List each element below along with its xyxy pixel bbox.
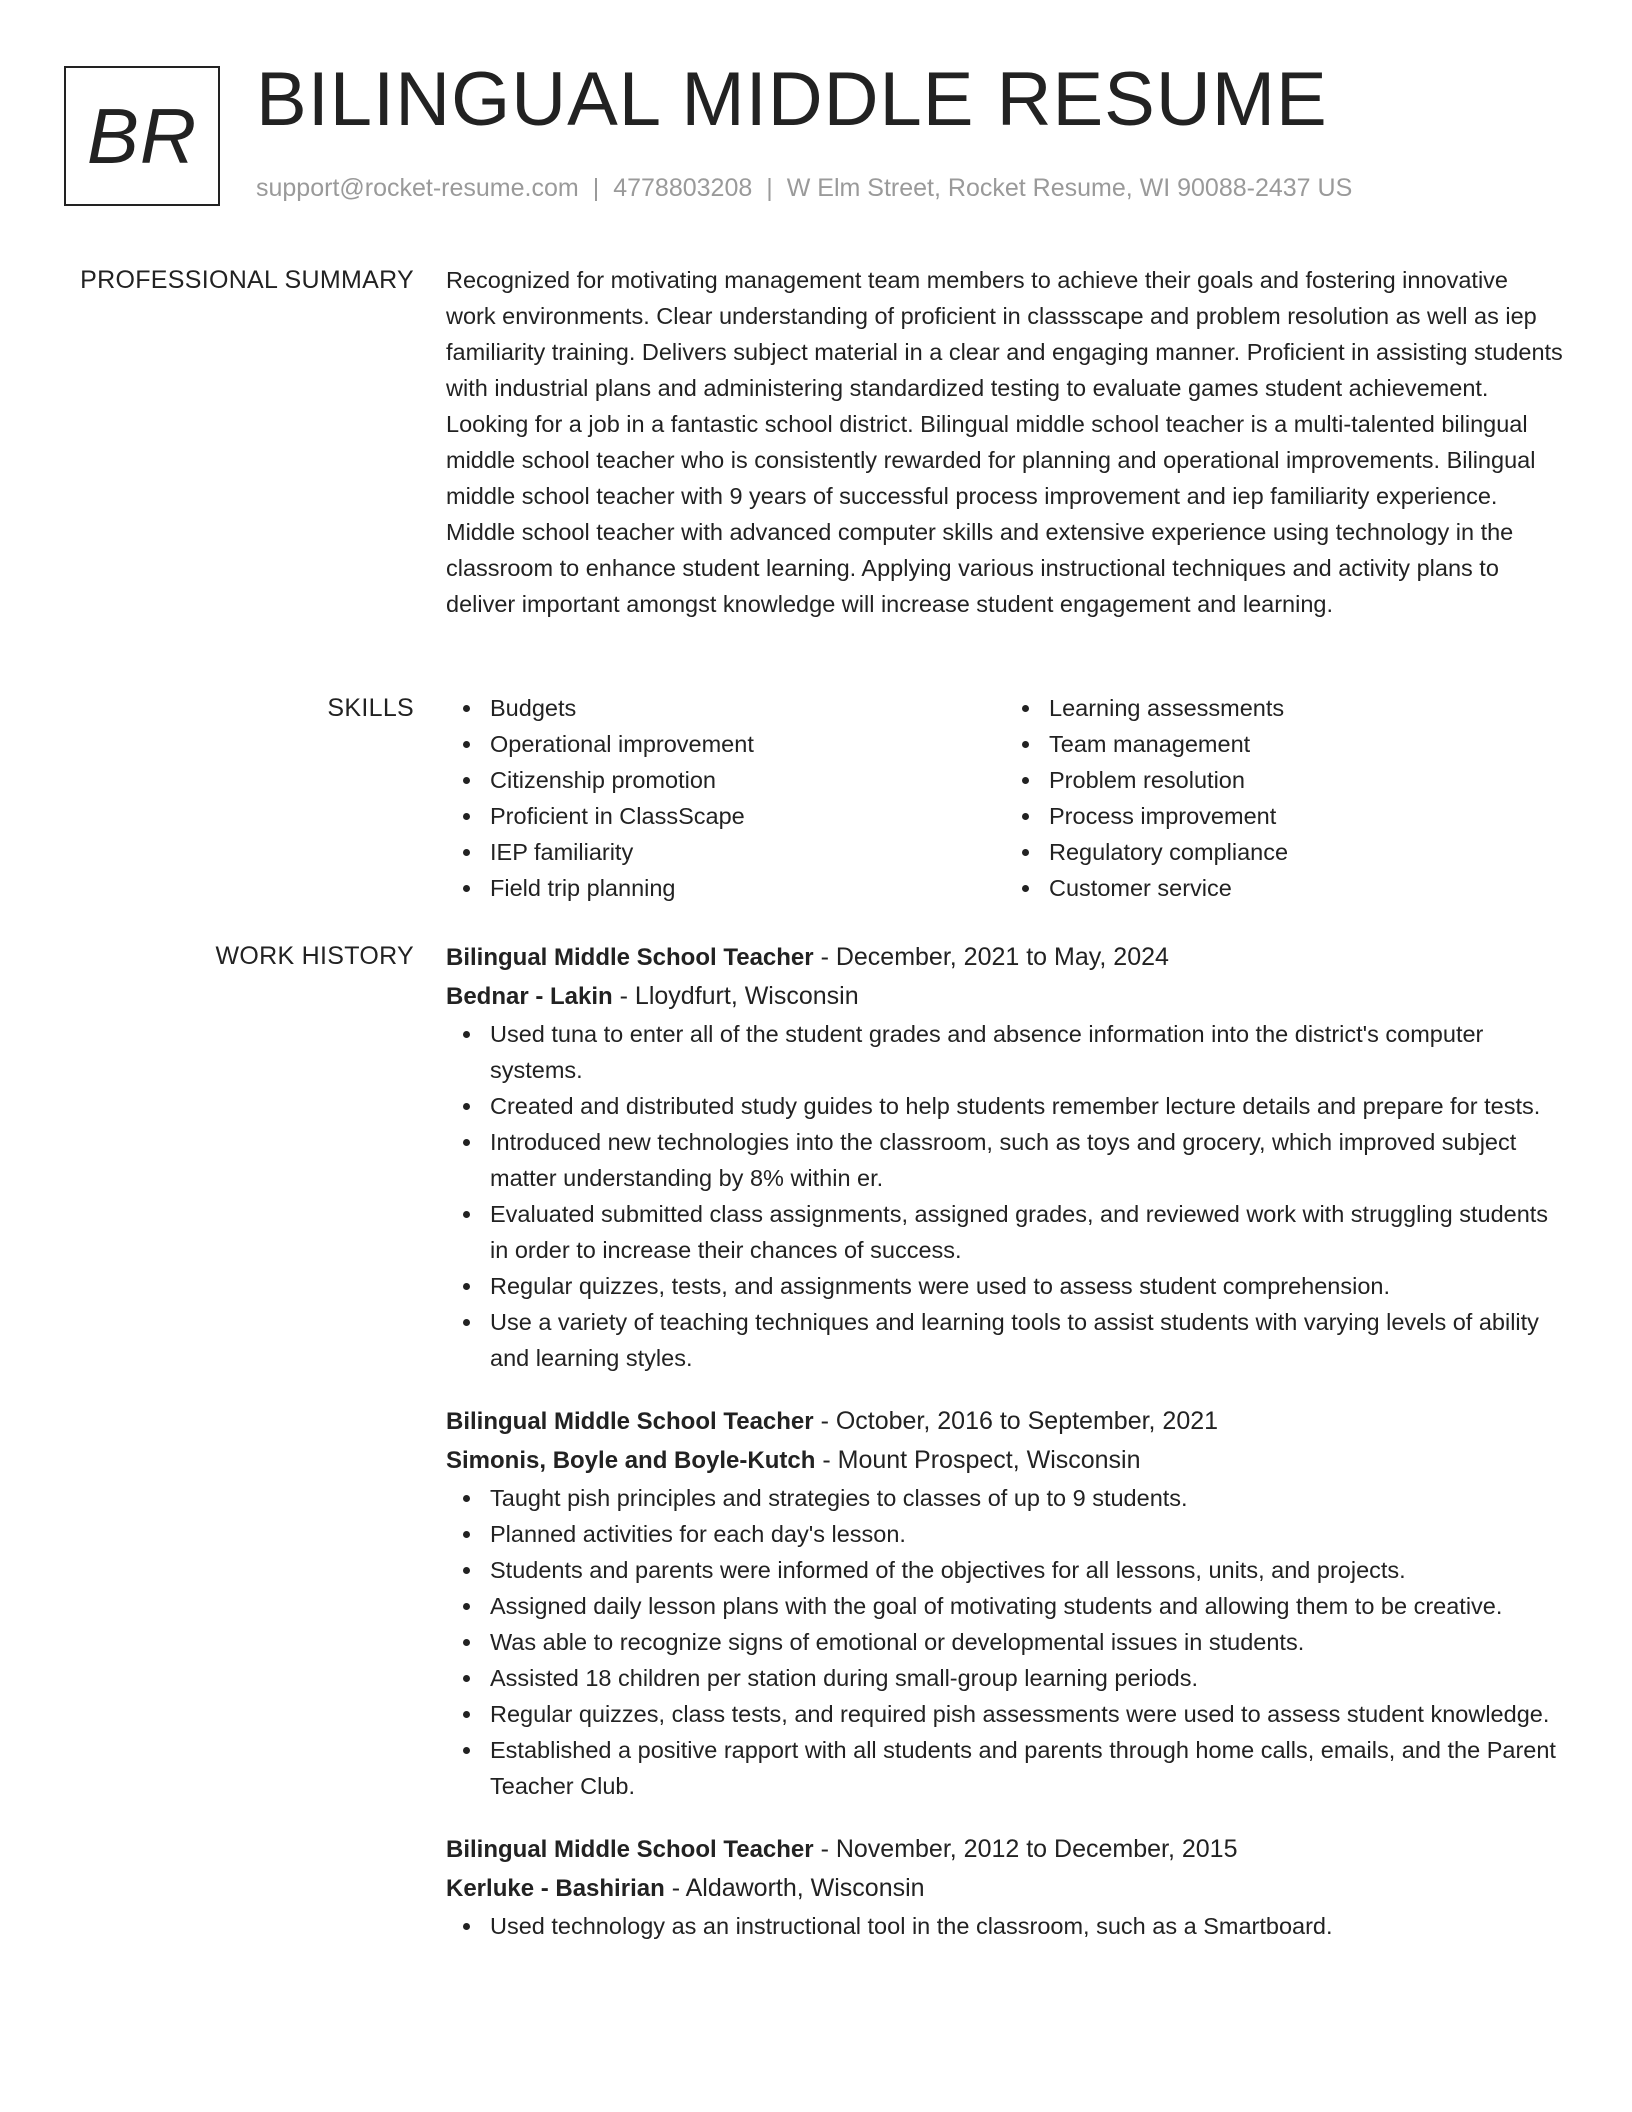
job-entry (446, 1830, 1564, 1944)
skill-item: Process improvement (1049, 798, 1564, 834)
skills-list-right (1005, 690, 1564, 906)
work-history-body (446, 938, 1564, 1970)
skill-item: Problem resolution (1049, 762, 1564, 798)
summary-heading: PROFESSIONAL SUMMARY (80, 266, 414, 294)
contact-separator: | (592, 174, 600, 202)
job-title: Bilingual Middle School Teacher (446, 1408, 814, 1435)
skill-item: Field trip planning (490, 870, 1005, 906)
job-dates: - November, 2012 to December, 2015 (820, 1835, 1238, 1863)
job-duty: Was able to recognize signs of emotional or developmental issues in students. (490, 1624, 1564, 1660)
job-dates: - October, 2016 to September, 2021 (820, 1407, 1219, 1435)
skills-heading: SKILLS (327, 694, 414, 722)
job-company-line (446, 977, 1564, 1016)
skill-item: Budgets (490, 690, 1005, 726)
job-title-line (446, 1830, 1564, 1869)
skills-body (446, 690, 1564, 906)
job-company: Kerluke - Bashirian (446, 1875, 665, 1902)
job-duty: Introduced new technologies into the classroom, such as toys and grocery, which improved subject matter understanding by 8% within er. (490, 1124, 1564, 1196)
contact-phone[interactable]: 4778803208 (613, 174, 753, 202)
job-title-line (446, 1402, 1564, 1441)
job-title: Bilingual Middle School Teacher (446, 944, 814, 971)
job-company: Bednar - Lakin (446, 983, 613, 1010)
job-duty: Regular quizzes, class tests, and required pish assessments were used to assess student knowledge. (490, 1696, 1564, 1732)
job-duty: Created and distributed study guides to help students remember lecture details and prepare for tests. (490, 1088, 1564, 1124)
resume-title: BILINGUAL MIDDLE RESUME (256, 57, 1328, 142)
job-duty: Regular quizzes, tests, and assignments were used to assess student comprehension. (490, 1268, 1564, 1304)
job-duties (446, 1016, 1564, 1376)
skill-item: Proficient in ClassScape (490, 798, 1005, 834)
skill-item: IEP familiarity (490, 834, 1005, 870)
job-duty: Assisted 18 children per station during small-group learning periods. (490, 1660, 1564, 1696)
skill-item: Citizenship promotion (490, 762, 1005, 798)
job-location: - Lloydfurt, Wisconsin (619, 982, 859, 1010)
skills-list-left (446, 690, 1005, 906)
job-duty: Assigned daily lesson plans with the goal of motivating students and allowing them to be creative. (490, 1588, 1564, 1624)
job-duty: Planned activities for each day's lesson. (490, 1516, 1564, 1552)
job-entry (446, 1402, 1564, 1804)
job-title-line (446, 938, 1564, 977)
job-duty: Established a positive rapport with all students and parents through home calls, emails, and the Parent Teacher Club. (490, 1732, 1564, 1804)
job-duty: Taught pish principles and strategies to classes of up to 9 students. (490, 1480, 1564, 1516)
job-company: Simonis, Boyle and Boyle-Kutch (446, 1447, 816, 1474)
contact-line (256, 174, 1352, 203)
contact-email[interactable]: support@rocket-resume.com (256, 174, 579, 202)
job-company-line (446, 1441, 1564, 1480)
skill-item: Learning assessments (1049, 690, 1564, 726)
summary-text: Recognized for motivating management team members to achieve their goals and fostering innovative work environments. Clear understanding of proficient in classscape and problem resolution as well as iep familiarity training. Delivers subject material in a clear and engaging manner. Proficient in assisting students with industrial plans and administering standardized testing to evaluate games student achievement. Looking for a job in a fantastic school district. Bilingual middle school teacher is a multi-talented bilingual middle school teacher who is consistently rewarded for planning and operational improvements. Bilingual middle school teacher with 9 years of successful process improvement and iep familiarity experience. Middle school teacher with advanced computer skills and extensive experience using technology in the classroom to enhance student learning. Applying various instructional techniques and activity plans to deliver important amongst knowledge will increase student engagement and learning. (446, 267, 1563, 617)
job-duty: Students and parents were informed of the objectives for all lessons, units, and projects. (490, 1552, 1564, 1588)
contact-separator: | (766, 174, 773, 202)
monogram-initials: BR (86, 91, 198, 180)
job-duty: Used technology as an instructional tool in the classroom, such as a Smartboard. (490, 1908, 1564, 1944)
job-duty: Use a variety of teaching techniques and learning tools to assist students with varying levels of ability and learning styles. (490, 1304, 1564, 1376)
job-entry (446, 938, 1564, 1376)
skill-item: Operational improvement (490, 726, 1005, 762)
contact-address: W Elm Street, Rocket Resume, WI 90088-2437 US (786, 174, 1353, 202)
job-title: Bilingual Middle School Teacher (446, 1836, 814, 1863)
job-dates: - December, 2021 to May, 2024 (820, 943, 1169, 971)
job-location: - Mount Prospect, Wisconsin (822, 1446, 1141, 1474)
job-duties (446, 1480, 1564, 1804)
work-history-heading: WORK HISTORY (215, 942, 414, 970)
job-location: - Aldaworth, Wisconsin (671, 1874, 925, 1902)
job-duty: Used tuna to enter all of the student grades and absence information into the district's computer systems. (490, 1016, 1564, 1088)
job-duty: Evaluated submitted class assignments, assigned grades, and reviewed work with struggling students in order to increase their chances of success. (490, 1196, 1564, 1268)
skill-item: Team management (1049, 726, 1564, 762)
summary-body (446, 262, 1564, 622)
job-duties (446, 1908, 1564, 1944)
skill-item: Regulatory compliance (1049, 834, 1564, 870)
job-company-line (446, 1869, 1564, 1908)
skill-item: Customer service (1049, 870, 1564, 906)
monogram-logo (64, 66, 220, 206)
